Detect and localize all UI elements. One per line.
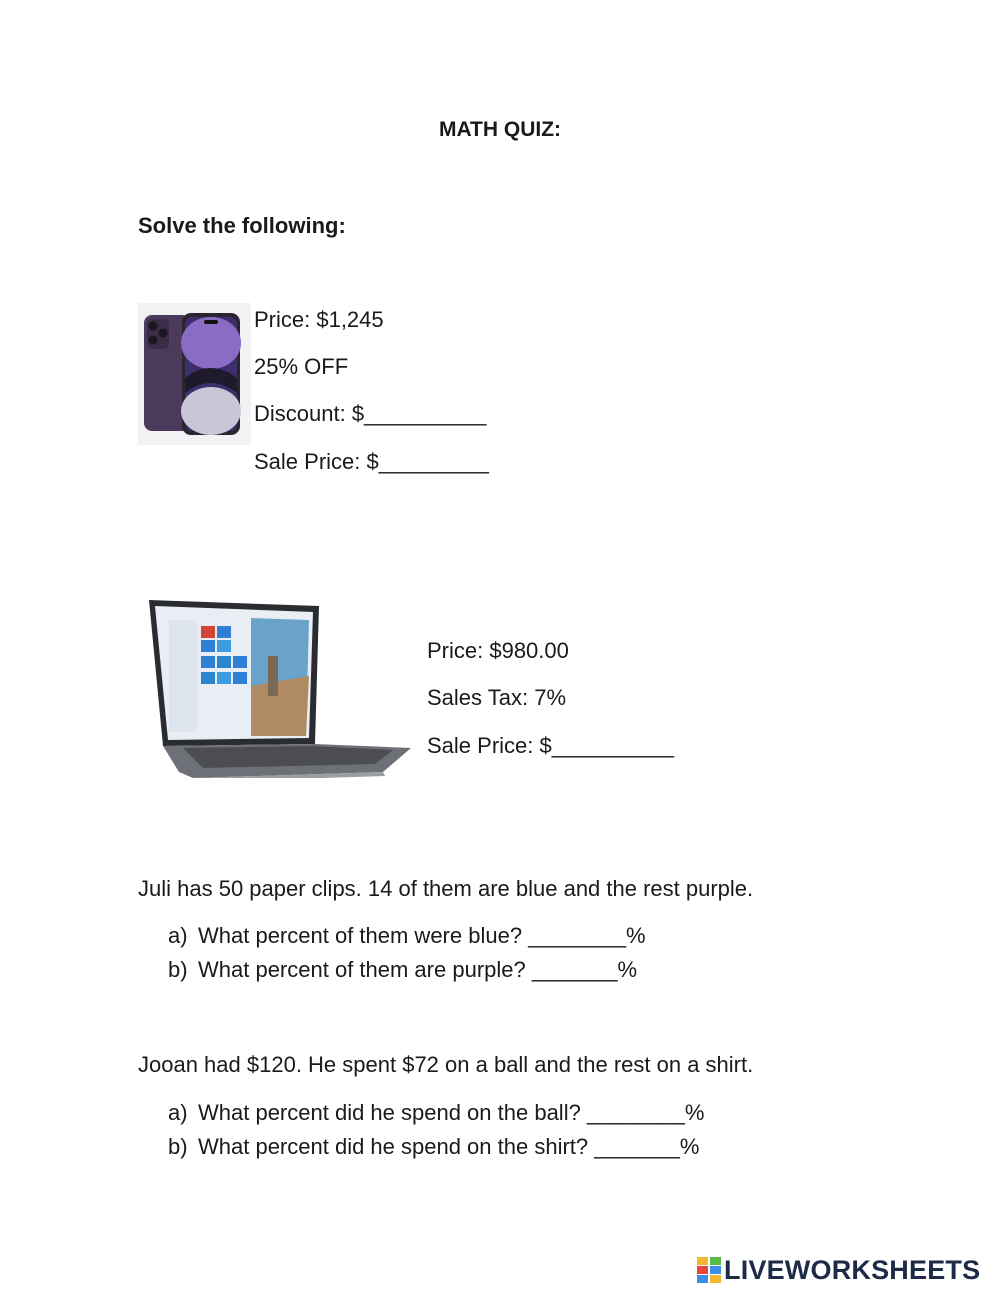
problem4-question-a[interactable] (168, 1100, 704, 1126)
problem3-question-b[interactable] (168, 957, 637, 983)
problem2-sales-tax: Sales Tax: 7% (427, 685, 567, 710)
laptop-icon (143, 596, 411, 778)
phone-icon (138, 303, 251, 445)
instructions: Solve the following: (138, 213, 346, 238)
problem3-text: Juli has 50 paper clips. 14 of them are blue and the rest purple. (138, 876, 754, 901)
liveworksheets-logo[interactable] (697, 1254, 980, 1286)
page-title: MATH QUIZ: (438, 118, 562, 141)
problem1-sale-price-blank[interactable]: Sale Price: $_________ (254, 449, 489, 474)
question-text: What percent did he spend on the shirt? _______% (198, 1134, 700, 1159)
question-text: What percent of them are purple? _______% (198, 957, 638, 982)
problem3-question-a[interactable] (168, 923, 646, 949)
problem4-question-b[interactable] (168, 1134, 699, 1160)
problem2-sale-price-blank[interactable]: Sale Price: $__________ (427, 733, 675, 758)
question-text: What percent did he spend on the ball? ________% (198, 1100, 705, 1125)
problem2-price: Price: $980.00 (427, 638, 569, 663)
liveworksheets-logo-icon (697, 1257, 721, 1283)
list-marker: a) (168, 1100, 188, 1125)
list-marker: b) (168, 1134, 188, 1159)
problem1-discount-blank[interactable]: Discount: $__________ (254, 401, 487, 426)
list-marker: b) (168, 957, 188, 982)
list-marker: a) (168, 923, 188, 948)
problem4-text: Jooan had $120. He spent $72 on a ball and the rest on a shirt. (138, 1052, 754, 1077)
problem1-discount-rate: 25% OFF (254, 354, 349, 379)
question-text: What percent of them were blue? ________% (198, 923, 646, 948)
logo-text: LIVEWORKSHEETS (724, 1254, 981, 1285)
problem1-price: Price: $1,245 (254, 307, 384, 332)
